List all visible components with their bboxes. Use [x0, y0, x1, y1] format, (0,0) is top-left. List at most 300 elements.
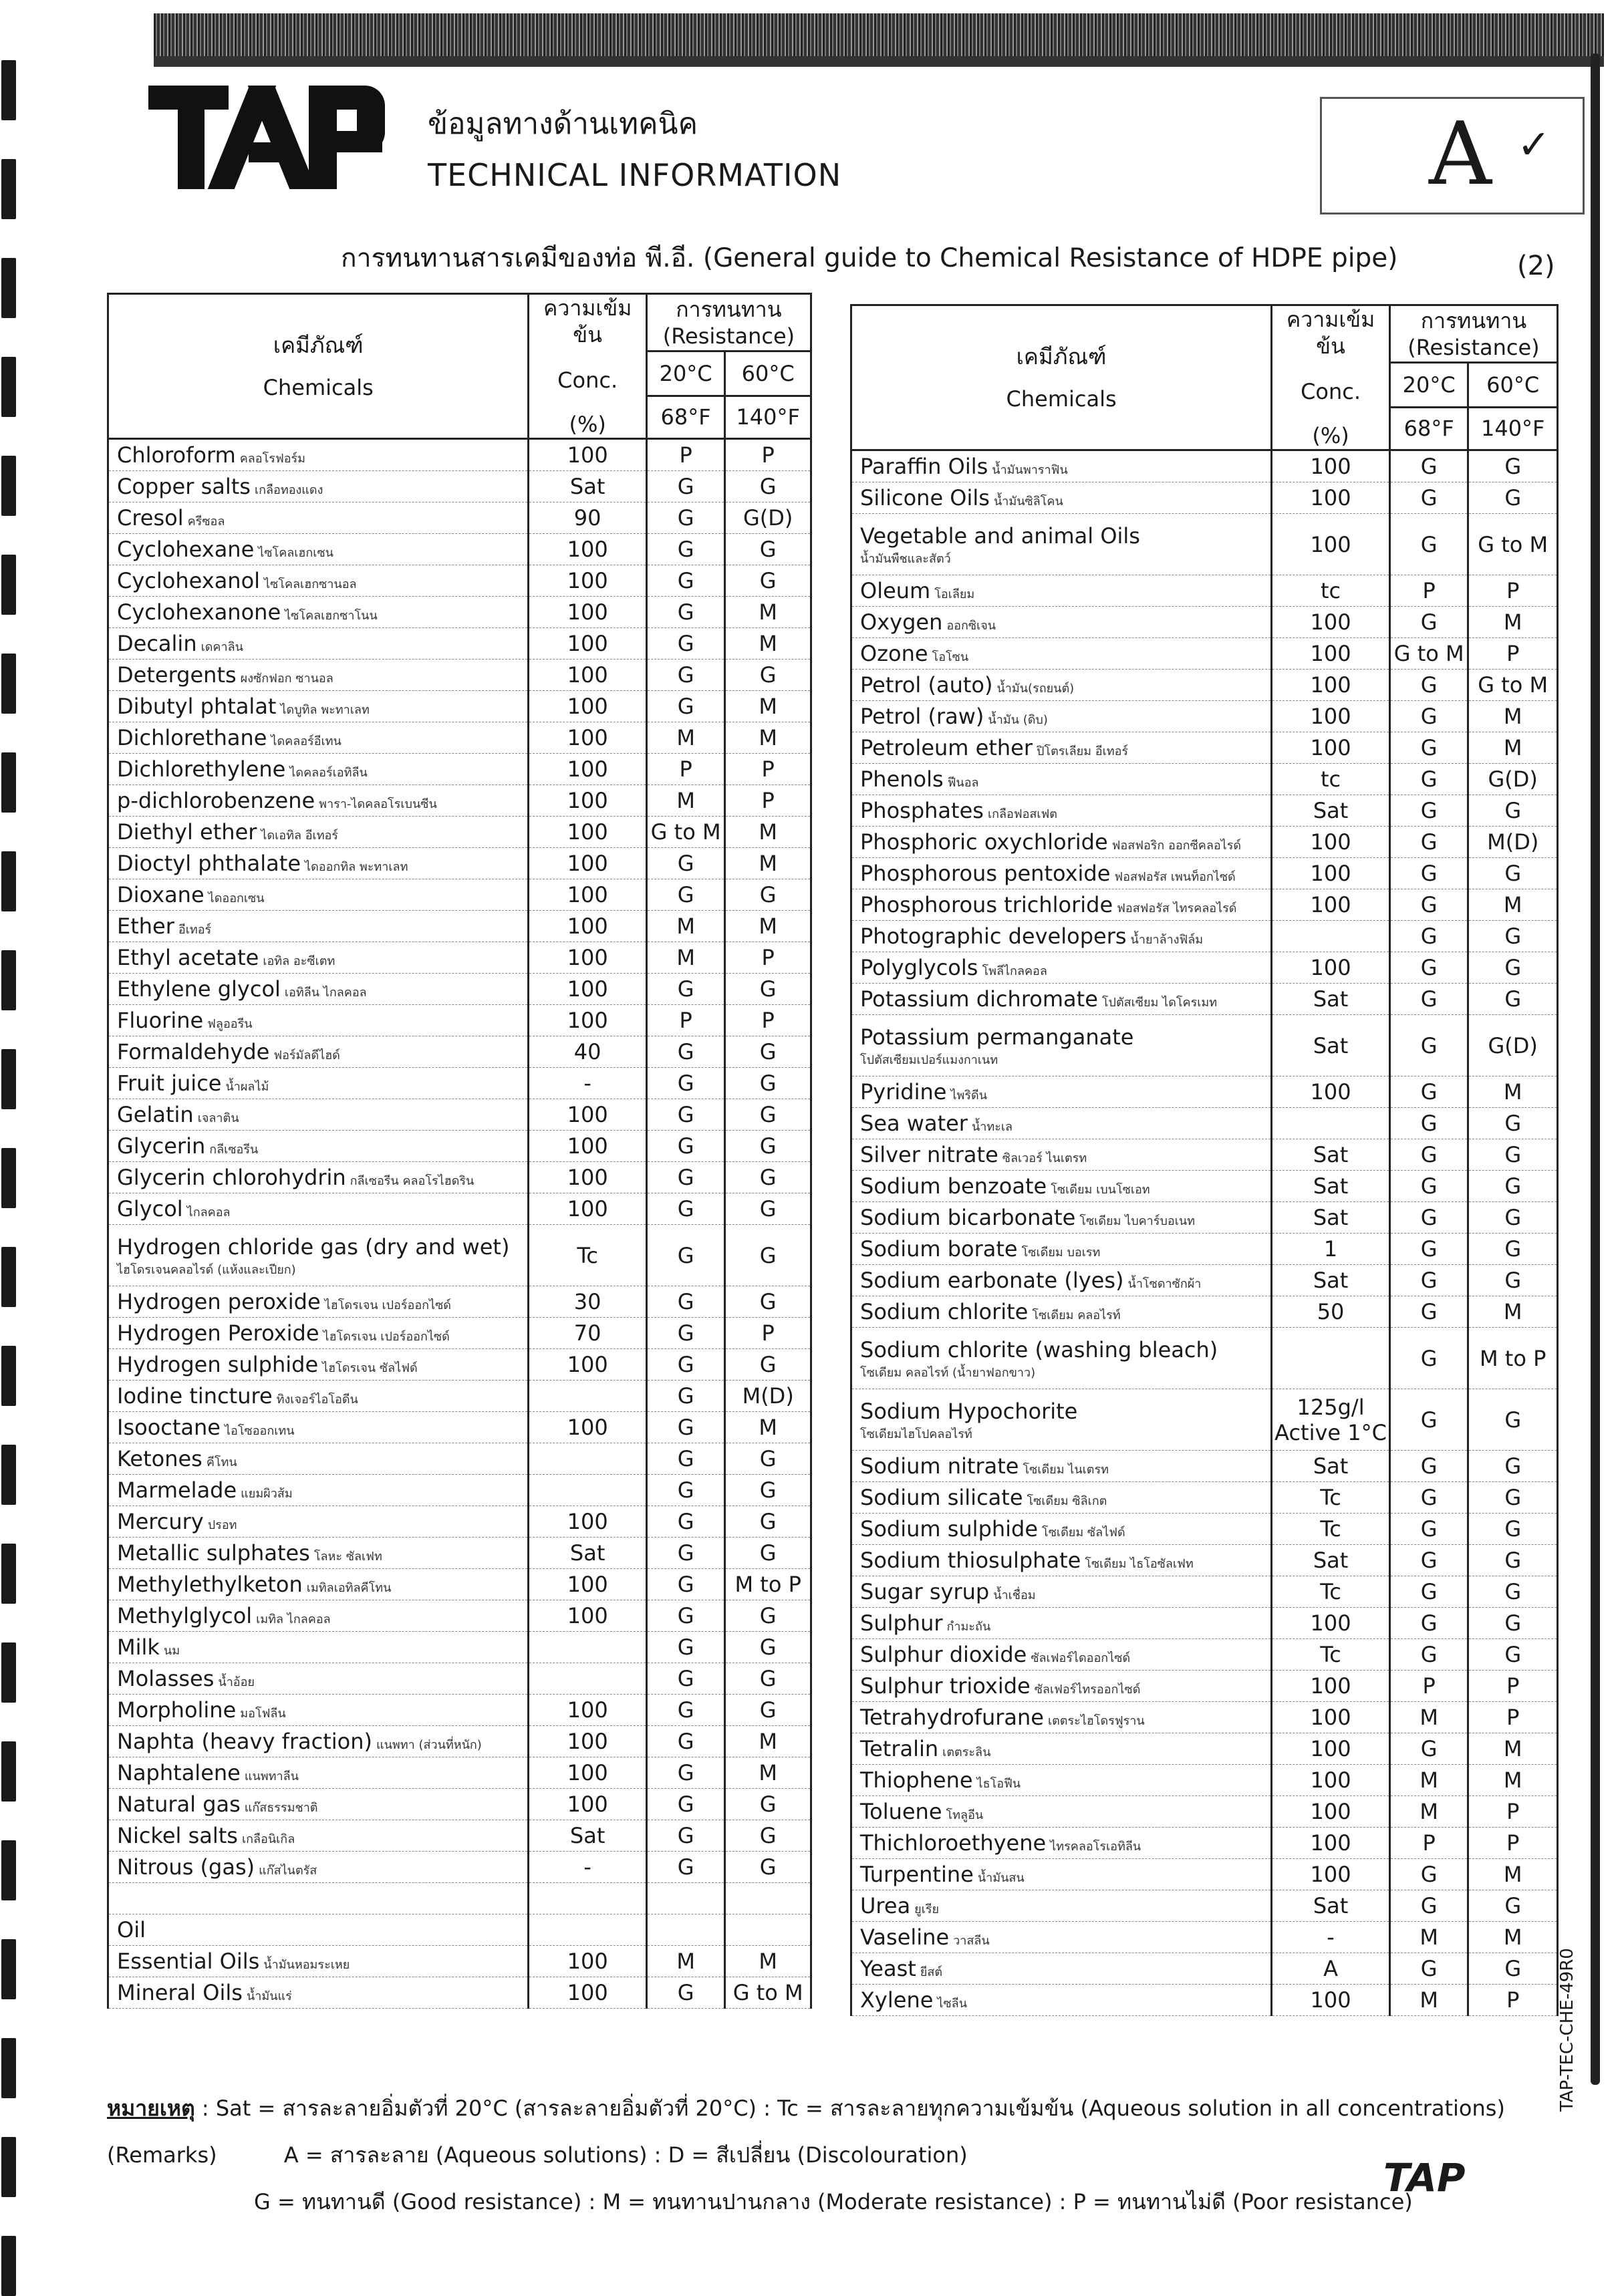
concentration-value: 100: [567, 442, 608, 468]
chemical-name-thai: ฟอร์มัลดีไฮด์: [273, 1048, 340, 1062]
table-row: [108, 879, 811, 911]
chemical-name-thai: น้ำผลไม้: [225, 1080, 269, 1094]
concentration-cell: [1272, 1859, 1390, 1890]
binding-mark: [1, 1544, 16, 1604]
resistance-60c: [725, 1883, 811, 1914]
chemical-name-english: Formaldehyde: [117, 1039, 270, 1064]
chemical-name-thai: แก๊สธรรมชาติ: [244, 1801, 318, 1815]
resistance-20c: G: [1389, 1451, 1468, 1482]
table-row: [108, 1757, 811, 1789]
chemical-name-thai: แนพทาลีน: [244, 1769, 299, 1783]
resistance-20c: G: [646, 597, 725, 628]
chemical-name: [851, 1828, 1272, 1859]
chemical-name-thai: โซเดียม ไนเตรท: [1023, 1463, 1109, 1477]
resistance-20c: [646, 1883, 725, 1914]
resistance-20c: G: [646, 1475, 725, 1506]
resistance-20c: G: [646, 534, 725, 565]
chemical-name-english: Sodium silicate: [860, 1485, 1023, 1510]
concentration-value: 100: [1310, 672, 1351, 698]
concentration-cell: [529, 1068, 646, 1099]
chemical-name: [851, 921, 1272, 952]
chemical-name-english: Molasses: [117, 1666, 215, 1691]
chemical-name-thai: เจลาติน: [197, 1111, 239, 1125]
resistance-20c: G: [1389, 1015, 1468, 1077]
table-row: [108, 503, 811, 534]
chemical-name-english: Milk: [117, 1634, 160, 1660]
remarks-a-d: A = สารละลาย (Aqueous solutions) : D = สีเปลี่ยน (Discolouration): [283, 2142, 968, 2168]
concentration-cell: [1272, 1545, 1390, 1576]
table-row: [851, 1296, 1558, 1328]
concentration-cell: [529, 942, 646, 974]
resistance-60c: M: [725, 911, 811, 942]
concentration-cell: [1272, 1389, 1390, 1451]
chemical-name-thai: ไซโคลเฮกเซน: [258, 546, 333, 560]
resistance-20c: G: [1389, 984, 1468, 1015]
concentration-cell: [529, 1318, 646, 1349]
resistance-20c: G: [646, 471, 725, 503]
temp-68f: 68°F: [1389, 407, 1468, 450]
concentration-value: 100: [1310, 1705, 1351, 1730]
chemical-name-english: Hydrogen sulphide: [117, 1352, 319, 1377]
concentration-value: 100: [567, 599, 608, 625]
resistance-20c: G: [646, 1286, 725, 1318]
concentration-cell: [1272, 1702, 1390, 1733]
chemical-name-thai: โปตัสเซียม ไดโครเมท: [1101, 996, 1218, 1010]
table-row: [108, 1286, 811, 1318]
chemical-table-left: [107, 293, 812, 2009]
chemical-name: [108, 1506, 529, 1538]
resistance-60c: M: [1468, 607, 1558, 638]
table-row: [851, 795, 1558, 827]
table-row: [851, 701, 1558, 732]
resistance-20c: G: [1389, 1108, 1468, 1139]
resistance-60c: G: [725, 879, 811, 911]
table-row: [108, 785, 811, 817]
concentration-cell: [1272, 701, 1390, 732]
table-row: [851, 1796, 1558, 1828]
concentration-cell: [1272, 1828, 1390, 1859]
resistance-60c: G: [725, 1131, 811, 1162]
concentration-value: 100: [1310, 485, 1351, 511]
concentration-value: 100: [1310, 735, 1351, 760]
table-row: [108, 1225, 811, 1286]
concentration-value: Tc: [1320, 1516, 1341, 1542]
temp-68f: 68°F: [646, 396, 725, 438]
chemical-name: [108, 1381, 529, 1412]
resistance-20c: G: [646, 1162, 725, 1193]
table-row: [851, 1015, 1558, 1077]
resistance-20c: G: [646, 691, 725, 722]
table-row: [851, 952, 1558, 984]
resistance-60c: M: [1468, 1922, 1558, 1953]
chemical-name-thai: ฟอสฟอริก ออกซีคลอไรด์: [1111, 839, 1242, 853]
chemical-name: [851, 764, 1272, 795]
chemical-name-english: Sodium bicarbonate: [860, 1205, 1076, 1230]
resistance-60c: G: [725, 1349, 811, 1381]
table-row: [108, 1475, 811, 1506]
resistance-60c: G: [1468, 482, 1558, 514]
concentration-value: 100: [1310, 454, 1351, 479]
concentration-value: 100: [1310, 531, 1351, 557]
table-row: [851, 1265, 1558, 1296]
chemical-name: [108, 1632, 529, 1663]
resistance-60c: G: [1468, 1545, 1558, 1576]
table-row: [851, 514, 1558, 575]
concentration-value: Sat: [1313, 1032, 1349, 1058]
chemical-name-thai: เกลือทองแดง: [254, 483, 323, 497]
concentration-cell: [529, 1663, 646, 1695]
chemical-name-english: Copper salts: [117, 474, 251, 499]
resistance-20c: G: [1389, 1139, 1468, 1171]
chemical-name-english: Hydrogen peroxide: [117, 1289, 321, 1314]
chemical-name: [108, 471, 529, 503]
binding-mark: [1, 1346, 16, 1406]
chemical-name-english: Sodium Hypochorite: [860, 1398, 1078, 1424]
resistance-60c: G: [725, 1286, 811, 1318]
resistance-header: การทนทาน (Resistance): [1389, 305, 1557, 363]
resistance-60c: G: [725, 1663, 811, 1695]
concentration-cell: [1272, 1922, 1390, 1953]
resistance-60c: M to P: [725, 1569, 811, 1600]
header-strip-bottom: [154, 56, 1604, 67]
chemical-name-english: Petroleum ether: [860, 735, 1033, 760]
resistance-60c: G: [725, 1600, 811, 1632]
concentration-value: tc: [1320, 766, 1341, 792]
remarks-sat-tc: : Sat = สารละลายอิ่มตัวที่ 20°C (สารละลายอิ่มตัวที่ 20°C) : Tc = สารละลายทุกความเข้มข้น (Aqueous solution in all concentrations): [201, 2096, 1505, 2121]
concentration-value: 100: [1310, 861, 1351, 886]
chemical-name-english: Sodium chlorite: [860, 1299, 1029, 1324]
resistance-60c: G: [1468, 858, 1558, 889]
table-row: [851, 1139, 1558, 1171]
resistance-20c: G: [646, 1412, 725, 1443]
resistance-60c: P: [1468, 1671, 1558, 1702]
resistance-20c: G: [1389, 795, 1468, 827]
chemical-name: [108, 1349, 529, 1381]
concentration-value: 100: [567, 788, 608, 813]
chemical-name-thai: ไดออกเซน: [208, 891, 265, 905]
binding-mark: [1, 555, 16, 615]
chemical-name-english: Sodium nitrate: [860, 1453, 1019, 1479]
concentration-value: 100: [567, 882, 608, 907]
table-row: [108, 817, 811, 848]
chemical-name: [851, 1296, 1272, 1328]
concentration-value: Tc: [1320, 1485, 1341, 1510]
concentration-value: Sat: [1313, 1268, 1349, 1293]
resistance-60c: P: [1468, 1702, 1558, 1733]
chemical-name: [851, 952, 1272, 984]
page-subtitle: การทนทานสารเคมีของท่อ พี.อี. (General guide to Chemical Resistance of HDPE pipe): [341, 243, 1398, 273]
concentration-value: Sat: [569, 1540, 605, 1566]
binding-mark: [1, 2236, 16, 2296]
binding-holes: [0, 0, 27, 2281]
resistance-20c: G: [646, 1757, 725, 1789]
resistance-20c: G: [646, 879, 725, 911]
chemical-name-thai: เกลือฟอสเฟต: [987, 807, 1057, 821]
temp-140f: 140°F: [725, 396, 811, 438]
concentration-cell: [1272, 1451, 1390, 1482]
concentration-cell: [1272, 1171, 1390, 1202]
resistance-20c: G to M: [646, 817, 725, 848]
resistance-20c: G: [1389, 858, 1468, 889]
chemical-name: [851, 1328, 1272, 1389]
chemical-name-thai: ไซโคลเฮกซานอล: [264, 577, 357, 591]
chemical-name-english: Paraffin Oils: [860, 454, 988, 479]
chemical-name-english: p-dichlorobenzene: [117, 788, 315, 813]
resistance-20c: G: [1389, 952, 1468, 984]
chemical-name: [108, 1099, 529, 1131]
chemical-name-english: Natural gas: [117, 1791, 241, 1817]
chemical-name-english: Toluene: [860, 1799, 942, 1824]
table-row: [108, 1443, 811, 1475]
resistance-60c: M(D): [1468, 827, 1558, 858]
resistance-60c: M: [725, 722, 811, 754]
conc-header: ความเข้มข้น Conc. (%): [529, 294, 646, 439]
resistance-20c: G: [1389, 1482, 1468, 1514]
table-row: [851, 1733, 1558, 1765]
chemical-name-thai: น้ำมันพืชและสัตว์: [860, 551, 951, 566]
chemical-name: [851, 1890, 1272, 1922]
concentration-cell: [1272, 858, 1390, 889]
resistance-60c: G: [725, 534, 811, 565]
concentration-cell: [529, 534, 646, 565]
chemical-name-english: Vaseline: [860, 1924, 950, 1950]
temp-20c: 20°C: [1389, 363, 1468, 407]
chemical-name: [108, 848, 529, 879]
chemical-name-english: Methylethylketon: [117, 1572, 303, 1597]
chemical-name: [108, 1162, 529, 1193]
table-row: [108, 471, 811, 503]
resistance-20c: G: [1389, 921, 1468, 952]
binding-mark: [1, 950, 16, 1010]
resistance-20c: G: [1389, 482, 1468, 514]
chemical-name: [851, 795, 1272, 827]
chemical-name-thai: น้ำมันซิลิโคน: [993, 494, 1063, 509]
chemical-name-english: Glycerin: [117, 1133, 206, 1159]
resistance-20c: G: [1389, 1608, 1468, 1639]
resistance-60c: G: [1468, 1171, 1558, 1202]
table-row: [851, 1576, 1558, 1608]
concentration-value: 100: [567, 1697, 608, 1723]
remarks-line-3: G = ทนทานดี (Good resistance) : M = ทนทานปานกลาง (Moderate resistance) : P = ทนทานไม่ดี (Poor resistance): [254, 2189, 1413, 2214]
table-row: [108, 1914, 811, 1946]
concentration-value: 100: [567, 694, 608, 719]
concentration-cell: [1272, 827, 1390, 858]
concentration-value: Sat: [1313, 1173, 1349, 1199]
resistance-20c: M: [646, 785, 725, 817]
concentration-value: 100: [567, 1352, 608, 1377]
concentration-cell: [529, 1632, 646, 1663]
table-row: [108, 565, 811, 597]
concentration-value: 100: [567, 851, 608, 876]
concentration-cell: [529, 1005, 646, 1036]
concentration-value: A: [1323, 1956, 1338, 1981]
chemical-name-thai: เตตระไฮโดรฟูราน: [1047, 1714, 1145, 1728]
table-row: [108, 1193, 811, 1225]
resistance-60c: G: [725, 1820, 811, 1852]
resistance-20c: G: [646, 1506, 725, 1538]
chemical-name-english: Naphtalene: [117, 1760, 241, 1785]
concentration-cell: [1272, 952, 1390, 984]
concentration-cell: [1272, 1608, 1390, 1639]
resistance-20c: G: [1389, 764, 1468, 795]
conc-header: ความเข้มข้น Conc. (%): [1272, 305, 1390, 450]
chemical-name-thai: ไซลีน: [937, 1997, 968, 2011]
concentration-cell: [529, 1506, 646, 1538]
chemical-name-thai: คลอโรฟอร์ม: [239, 452, 306, 466]
chemical-name-english: Dibutyl phtalat: [117, 694, 277, 719]
table-row: [108, 1506, 811, 1538]
table-row: [851, 1953, 1558, 1985]
concentration-cell: [1272, 1015, 1390, 1077]
chemical-name: [851, 1265, 1272, 1296]
chemical-name: [108, 1443, 529, 1475]
concentration-cell: [1272, 1576, 1390, 1608]
binding-mark: [1, 1445, 16, 1505]
resistance-60c: M: [1468, 1077, 1558, 1108]
concentration-value: 100: [567, 1729, 608, 1754]
concentration-cell: [1272, 1296, 1390, 1328]
chemical-name-thai: กลีเซอรีน คลอโรไฮดริน: [350, 1174, 475, 1188]
resistance-20c: G: [646, 1225, 725, 1286]
concentration-value: 100: [1310, 955, 1351, 980]
table-row: [851, 889, 1558, 921]
resistance-60c: G: [1468, 1482, 1558, 1514]
chemical-name-thai: วาสลีน: [953, 1934, 990, 1948]
resistance-20c: G: [646, 1852, 725, 1883]
header-strip: [154, 13, 1604, 56]
chemical-name-thai: ปิโตรเลียม อีเทอร์: [1036, 744, 1129, 758]
table-row: [108, 1663, 811, 1695]
chemical-name: [851, 1482, 1272, 1514]
concentration-cell: [529, 1099, 646, 1131]
chemical-name-thai: แยมผิวส้ม: [241, 1487, 293, 1501]
table-row: [108, 691, 811, 722]
resistance-20c: G: [1389, 607, 1468, 638]
resistance-20c: G: [1389, 1296, 1468, 1328]
binding-mark: [1, 1642, 16, 1703]
chemical-name-thai: โซเดียม คลอไรท์: [1032, 1308, 1121, 1322]
chemical-name-english: Ketones: [117, 1446, 202, 1471]
resistance-20c: [646, 1914, 725, 1946]
chemical-name: [108, 1883, 529, 1914]
resistance-60c: G: [725, 1538, 811, 1569]
table-row: [108, 722, 811, 754]
chemical-name-thai: เอทิลีน ไกลคอล: [284, 986, 367, 1000]
chemical-name-english: Oxygen: [860, 609, 943, 635]
remarks-line-1: [107, 2085, 1505, 2132]
resistance-60c: M: [1468, 1859, 1558, 1890]
concentration-value: 100: [567, 819, 608, 845]
chemical-name-english: Cresol: [117, 505, 184, 531]
chemical-name: [851, 607, 1272, 638]
resistance-60c: G: [1468, 795, 1558, 827]
chemical-name-thai: ฟอสฟอรัส ไทรคลอไรด์: [1117, 901, 1237, 915]
concentration-cell: [529, 911, 646, 942]
concentration-cell: [529, 1946, 646, 1977]
chemical-name-english: Sulphur trioxide: [860, 1673, 1031, 1699]
concentration-cell: [529, 1443, 646, 1475]
concentration-cell: [529, 1977, 646, 2009]
concentration-cell: [1272, 1482, 1390, 1514]
chemical-name-english: Ozone: [860, 641, 928, 666]
table-row: [108, 1820, 811, 1852]
concentration-value: 100: [567, 1791, 608, 1817]
concentration-value: 100: [567, 913, 608, 939]
resistance-60c: M: [1468, 1296, 1558, 1328]
chemical-name-thai: ไดเอทิล อีเทอร์: [261, 829, 339, 843]
concentration-value: 100: [567, 1133, 608, 1159]
table-row: [851, 858, 1558, 889]
concentration-value: -: [1327, 1924, 1335, 1950]
resistance-60c: G: [725, 1443, 811, 1475]
resistance-20c: G: [646, 1632, 725, 1663]
resistance-20c: G: [646, 1538, 725, 1569]
binding-mark: [1, 2038, 16, 2098]
chemical-name-thai: โลหะ ซัลเฟท: [313, 1550, 382, 1564]
chemical-name-thai: กลีเซอรีน: [209, 1143, 259, 1157]
chemical-name: [851, 670, 1272, 701]
chemical-name-english: Turpentine: [860, 1862, 974, 1887]
concentration-value: -: [583, 1854, 591, 1880]
chemical-name-thai: น้ำมัน(รถยนต์): [996, 682, 1075, 696]
concentration-value: tc: [1320, 578, 1341, 603]
concentration-value: 50: [1317, 1299, 1345, 1324]
table-row: [851, 1702, 1558, 1733]
chemical-name: [108, 1475, 529, 1506]
resistance-60c: G: [725, 565, 811, 597]
chemical-name-english: Cyclohexanone: [117, 599, 281, 625]
binding-mark: [1, 654, 16, 714]
concentration-cell: [1272, 1733, 1390, 1765]
concentration-cell: [529, 754, 646, 785]
concentration-cell: [1272, 1077, 1390, 1108]
tap-logo: [148, 79, 396, 192]
chemical-name-english: Hydrogen Peroxide: [117, 1320, 319, 1346]
chemical-name: [851, 1389, 1272, 1451]
chemical-name-thai: ไทรคลอโรเอทิลีน: [1050, 1840, 1141, 1854]
resistance-60c: G(D): [1468, 1015, 1558, 1077]
chemical-name-english: Ethylene glycol: [117, 976, 281, 1002]
chemical-name-english: Sea water: [860, 1111, 968, 1136]
chemical-name: [108, 1852, 529, 1883]
chemical-name-thai: คีโทน: [206, 1455, 237, 1469]
chemical-name: [108, 691, 529, 722]
chemical-table-right: [850, 304, 1559, 2016]
table-row: [851, 1828, 1558, 1859]
table-row: [851, 1077, 1558, 1108]
resistance-60c: G: [1468, 921, 1558, 952]
concentration-cell: [529, 1349, 646, 1381]
resistance-20c: G: [646, 1726, 725, 1757]
concentration-cell: [529, 1852, 646, 1883]
temp-140f: 140°F: [1468, 407, 1558, 450]
resistance-60c: G: [1468, 1608, 1558, 1639]
chemical-name-english: Naphta (heavy fraction): [117, 1729, 372, 1754]
chemical-name-thai: ไดคลอร์อีเทน: [271, 734, 342, 748]
resistance-60c: G: [1468, 1890, 1558, 1922]
chemical-name-thai: ออกซิเจน: [946, 619, 996, 633]
concentration-cell: [1272, 1202, 1390, 1234]
chemical-name-thai: โซเดียม บอเรท: [1021, 1246, 1101, 1260]
concentration-value: 30: [573, 1289, 601, 1314]
chemical-name-english: Chloroform: [117, 442, 236, 468]
chemical-name-english: Sulphur: [860, 1610, 943, 1636]
resistance-header: การทนทาน (Resistance): [646, 294, 811, 351]
resistance-60c: P: [1468, 1828, 1558, 1859]
chemical-name-english: Marmelade: [117, 1477, 237, 1503]
table-row: [108, 1852, 811, 1883]
chemical-name-thai: น้ำโซดาซักผ้า: [1127, 1277, 1202, 1291]
